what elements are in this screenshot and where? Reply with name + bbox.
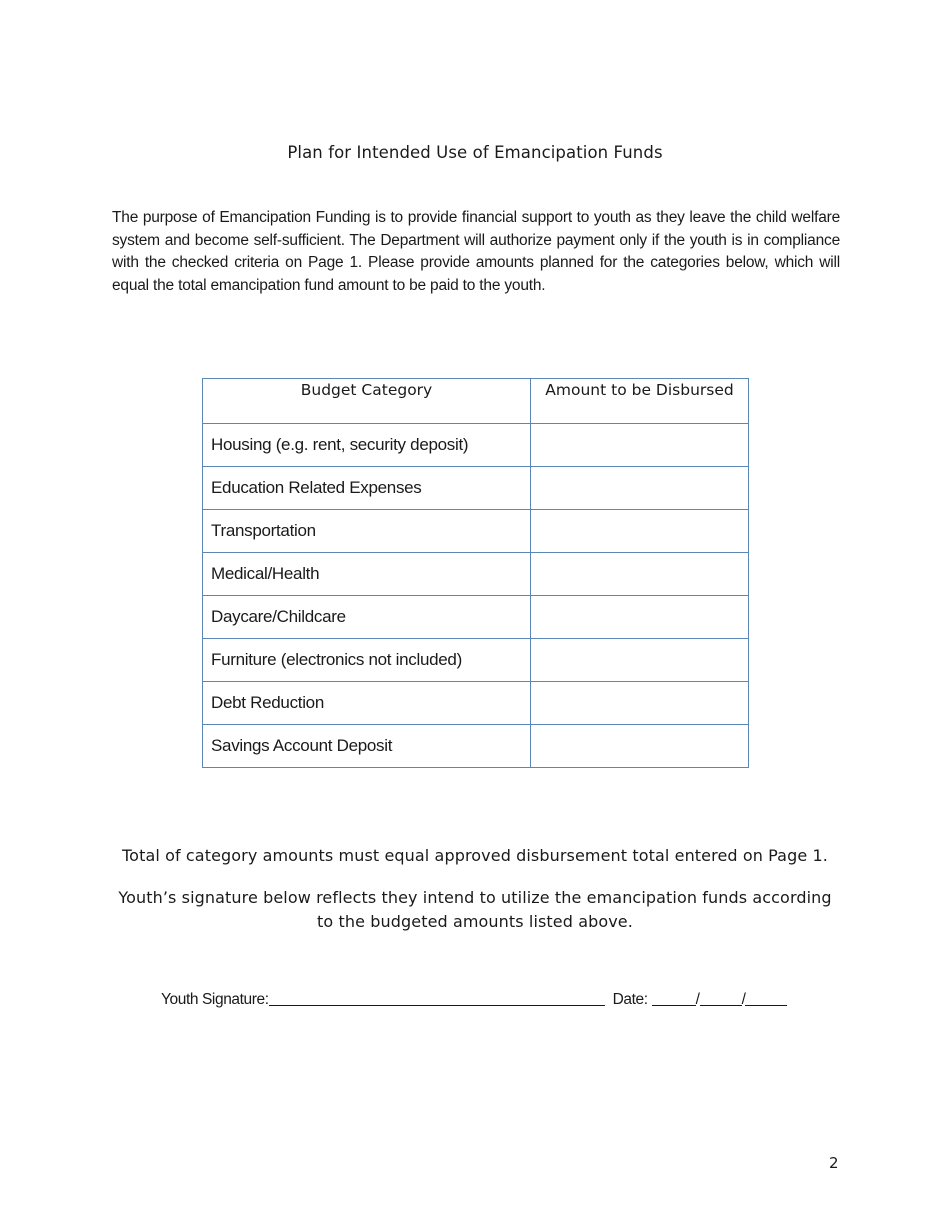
- category-cell-savings: Savings Account Deposit: [203, 725, 531, 768]
- amount-cell-housing[interactable]: [531, 424, 749, 467]
- table-row: [203, 639, 749, 682]
- table-row: [203, 467, 749, 510]
- amount-cell-medical[interactable]: [531, 553, 749, 596]
- table-row: [203, 682, 749, 725]
- intro-paragraph: The purpose of Emancipation Funding is to provide financial support to youth as they leave the child welfare system and become self-sufficient. The Department will authorize payment only if the youth is in compliance with the checked criteria on Page 1. Please provide amounts planned for the categories below, which will equal the total emancipation fund amount to be paid to the youth.: [112, 209, 840, 294]
- amount-cell-transportation[interactable]: [531, 510, 749, 553]
- table-row: [203, 424, 749, 467]
- table-header-row: [203, 379, 749, 424]
- amount-cell-daycare[interactable]: [531, 596, 749, 639]
- date-year-field[interactable]: [745, 989, 787, 1006]
- category-cell-furniture: Furniture (electronics not included): [203, 639, 531, 682]
- amount-cell-savings[interactable]: [531, 725, 749, 768]
- table-row: [203, 596, 749, 639]
- header-amount-to-be-disbursed: Amount to be Disbursed: [531, 379, 749, 424]
- budget-table: [202, 378, 749, 768]
- date-label: Date:: [612, 991, 648, 1008]
- page-number: 2: [829, 1154, 839, 1172]
- category-cell-medical: Medical/Health: [203, 553, 531, 596]
- date-separator: /: [695, 991, 700, 1008]
- youth-signature-label: Youth Signature:: [161, 991, 269, 1008]
- amount-cell-education[interactable]: [531, 467, 749, 510]
- category-cell-transportation: Transportation: [203, 510, 531, 553]
- signature-note: Youth’s signature below reflects they intend to utilize the emancipation funds according to the budgeted amounts listed above.: [118, 888, 832, 931]
- total-note: Total of category amounts must equal approved disbursement total entered on Page 1.: [122, 846, 828, 865]
- category-cell-housing: Housing (e.g. rent, security deposit): [203, 424, 531, 467]
- category-cell-debt-reduction: Debt Reduction: [203, 682, 531, 725]
- date-separator: /: [741, 991, 746, 1008]
- signature-line: [161, 987, 787, 1009]
- youth-signature-field[interactable]: [269, 989, 605, 1006]
- date-month-field[interactable]: [652, 989, 696, 1006]
- table-row: [203, 510, 749, 553]
- category-cell-daycare: Daycare/Childcare: [203, 596, 531, 639]
- page-title: Plan for Intended Use of Emancipation Funds: [287, 143, 663, 162]
- date-day-field[interactable]: [700, 989, 742, 1006]
- header-budget-category: Budget Category: [203, 379, 531, 424]
- amount-cell-debt-reduction[interactable]: [531, 682, 749, 725]
- category-cell-education: Education Related Expenses: [203, 467, 531, 510]
- amount-cell-furniture[interactable]: [531, 639, 749, 682]
- table-row: [203, 725, 749, 768]
- table-row: [203, 553, 749, 596]
